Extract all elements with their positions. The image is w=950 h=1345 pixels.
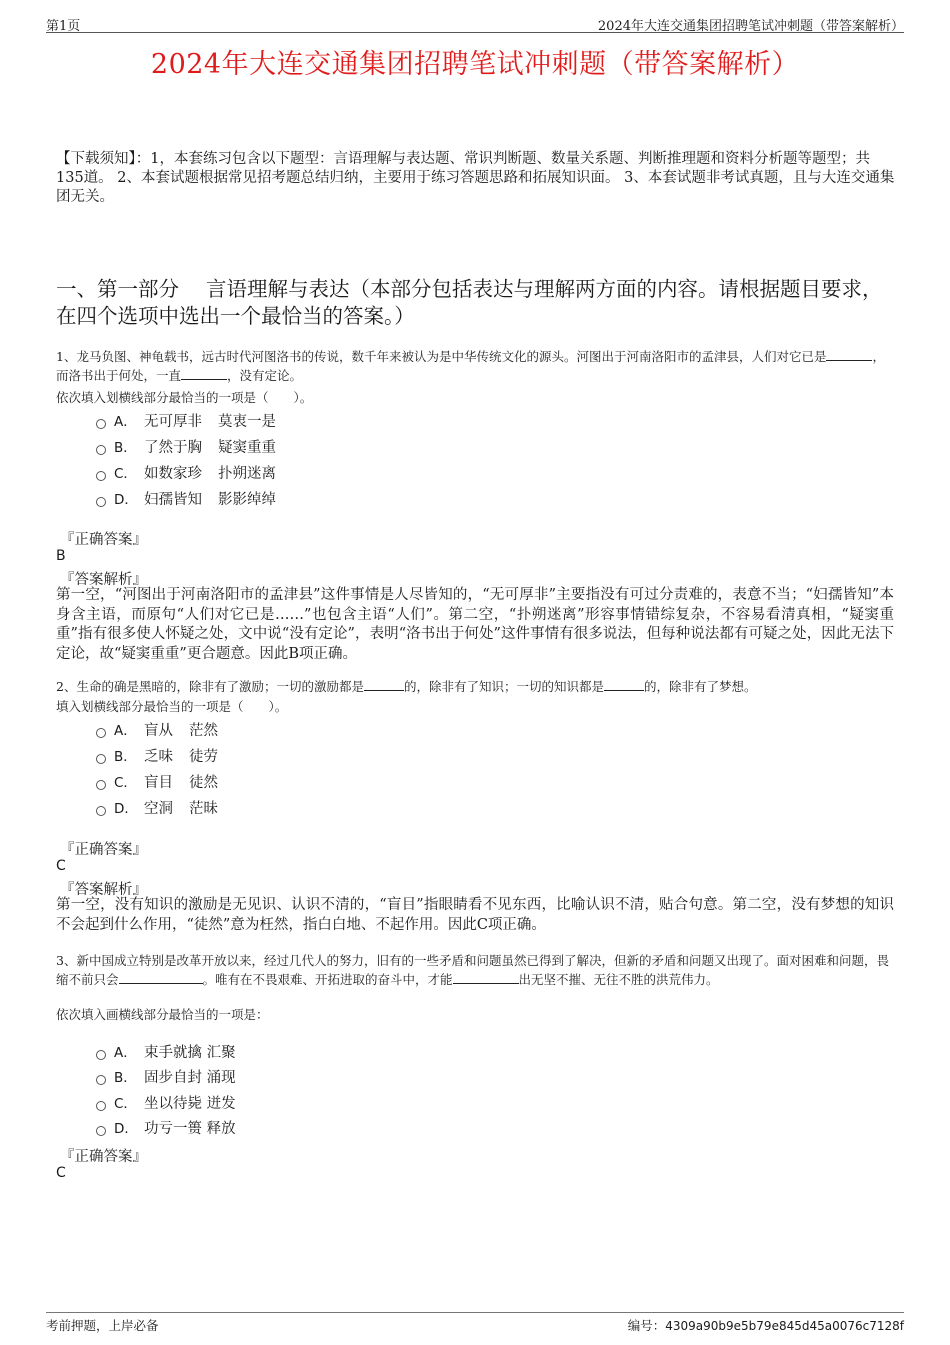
section-heading: 一、第一部分 言语理解与表达（本部分包括表达与理解两方面的内容。请根据题目要求，在四个选项中选出一个最恰当的答案。）: [56, 277, 883, 328]
question-2-instruction: 填入划横线部分最恰当的一项是（ ）。: [56, 699, 288, 714]
option-word-2: 扑朔迷离: [218, 466, 276, 482]
question-3-option-d[interactable]: [96, 1117, 236, 1137]
blank: [364, 678, 404, 691]
question-2-option-a[interactable]: [96, 719, 218, 739]
question-2-answer: C: [56, 858, 66, 874]
radio-icon[interactable]: [96, 728, 106, 738]
radio-icon[interactable]: [96, 445, 106, 455]
option-word-2: 影影绰绰: [218, 492, 276, 508]
option-letter: C．: [114, 1096, 137, 1112]
option-letter: B．: [114, 1070, 137, 1086]
question-1-answer: B: [56, 548, 66, 564]
blank: [826, 348, 872, 361]
option-word-1: 坐以待毙 迸发: [144, 1096, 236, 1112]
question-3-option-c[interactable]: [96, 1092, 236, 1112]
option-word-2: 徒然: [189, 775, 218, 791]
radio-icon[interactable]: [96, 754, 106, 764]
option-letter: A．: [114, 723, 137, 739]
option-letter: C．: [114, 775, 137, 791]
option-letter: C．: [114, 466, 137, 482]
question-3-option-a[interactable]: [96, 1041, 236, 1061]
radio-icon[interactable]: [96, 497, 106, 507]
radio-icon[interactable]: [96, 780, 106, 790]
option-word-2: 莫衷一是: [218, 414, 276, 430]
option-word-1: 如数家珍: [144, 466, 202, 482]
footer-divider: [46, 1312, 904, 1313]
option-word-1: 无可厚非: [144, 414, 202, 430]
question-2-option-b[interactable]: [96, 745, 218, 765]
question-2-text-b: 的，除非有了知识；一切的知识都是: [403, 679, 604, 694]
analysis-label: 『答案解析』: [60, 572, 147, 588]
radio-icon[interactable]: [96, 1101, 106, 1111]
option-word-1: 空洞: [144, 801, 173, 817]
footer-code-value: 4309a90b9e5b79e845d45a0076c7128f: [665, 1319, 904, 1333]
option-letter: A．: [114, 414, 137, 430]
question-3-answer: C: [56, 1165, 66, 1181]
question-3-option-b[interactable]: [96, 1066, 236, 1086]
option-word-1: 功亏一篑 释放: [144, 1121, 236, 1137]
question-1-option-d[interactable]: [96, 488, 276, 508]
option-word-1: 乏味: [144, 749, 173, 765]
radio-icon[interactable]: [96, 419, 106, 429]
blank: [181, 367, 227, 380]
correct-answer-label: 『正确答案』: [60, 1149, 147, 1165]
header-doc-title: 2024年大连交通集团招聘笔试冲刺题（带答案解析）: [597, 19, 904, 34]
radio-icon[interactable]: [96, 1126, 106, 1136]
option-word-1: 盲从: [144, 723, 173, 739]
option-letter: B．: [114, 749, 137, 765]
option-word-1: 盲目: [144, 775, 173, 791]
radio-icon[interactable]: [96, 806, 106, 816]
page-title: 2024年大连交通集团招聘笔试冲刺题（带答案解析）: [150, 49, 800, 80]
blank: [604, 678, 644, 691]
question-1-option-c[interactable]: [96, 462, 276, 482]
correct-answer-label: 『正确答案』: [60, 842, 147, 858]
question-2-explanation: 第一空，没有知识的激励是无见识、认识不清的，“盲目”指眼睛看不见东西，比喻认识不清，贴合句意。第二空，没有梦想的知识不会起到什么作用，“徒然”意为枉然，指白白地、不起作用。因此C项正确。: [56, 897, 894, 933]
page-header: [46, 12, 904, 33]
question-2-text-c: 的，除非有了梦想。: [643, 679, 757, 694]
question-3-text-a: 3、新中国成立特别是改革开放以来，经过几代人的努力，旧有的一些矛盾和问题虽然已得到了解决，但新的矛盾和问题又出现了。面对困难和问题，畏缩不前只会: [56, 953, 889, 987]
question-2-stem: [56, 677, 896, 696]
question-2-option-c[interactable]: [96, 771, 218, 791]
question-1-text-a: 1、龙马负图、神龟载书，远古时代河图洛书的传说，数千年来被认为是中华传统文化的源头。河图出于河南洛阳市的孟津县，人们对它已是: [56, 349, 827, 364]
option-word-2: 疑窦重重: [218, 440, 276, 456]
page-number: 第1页: [46, 19, 81, 34]
option-letter: D．: [114, 492, 138, 508]
question-1-explanation: 第一空，“河图出于河南洛阳市的孟津县”这件事情是人尽皆知的，“无可厚非”主要指没有可过分责难的，表意不当；“妇孺皆知”本身含主语，而原句“人们对它已是……”也包含主语“人们”。第二空，“扑朔迷离”形容事情错综复杂，不容易看清真相，“疑窦重重”指有很多使人怀疑之处，文中说“没有定论”，表明“洛书出于何处”这件事情有很多说法，但每种说法都有可疑之处，因此无法下定论，故“疑窦重重”更合题意。因此B项正确。: [56, 587, 894, 662]
question-2-text-a: 2、生命的确是黑暗的，除非有了激励；一切的激励都是: [56, 679, 364, 694]
option-word-1: 妇孺皆知: [144, 492, 202, 508]
question-3-text-b: 。唯有在不畏艰难、开拓进取的奋斗中，才能: [202, 972, 453, 987]
footer-slogan: 考前押题，上岸必备: [46, 1318, 159, 1333]
option-word-2: 茫然: [189, 723, 218, 739]
question-1-text-b: ，而洛书出于何处，一直: [56, 349, 885, 383]
question-3-instruction: 依次填入画横线部分最恰当的一项是：: [56, 1007, 269, 1022]
footer-code-label: 编号：: [627, 1318, 666, 1333]
option-word-1: 了然于胸: [144, 440, 202, 456]
option-letter: D．: [114, 801, 138, 817]
question-3-text-c: 出无坚不摧、无往不胜的洪荒伟力。: [518, 972, 719, 987]
option-word-2: 茫昧: [189, 801, 218, 817]
question-1-instruction: 依次填入划横线部分最恰当的一项是（ ）。: [56, 390, 313, 405]
download-notice: 【下载须知】：1，本套练习包含以下题型：言语理解与表达题、常识判断题、数量关系题、判断推理题和资料分析题等题型；共135道。 2、本套试题根据常见招考题总结归纳，主要用于练习答题思路和拓展知识面。 3、本套试题非考试真题，且与大连交通集团无关。: [56, 151, 895, 205]
radio-icon[interactable]: [96, 1075, 106, 1085]
option-word-1: 固步自封 涌现: [144, 1070, 236, 1086]
question-1-option-b[interactable]: [96, 436, 276, 456]
question-3-stem: [56, 951, 896, 989]
analysis-label: 『答案解析』: [60, 882, 147, 898]
blank: [453, 971, 519, 984]
radio-icon[interactable]: [96, 471, 106, 481]
option-word-1: 束手就擒 汇聚: [144, 1045, 236, 1061]
question-2-option-d[interactable]: [96, 797, 218, 817]
blank: [119, 971, 203, 984]
question-1-text-c: ，没有定论。: [227, 368, 303, 383]
radio-icon[interactable]: [96, 1050, 106, 1060]
option-letter: B．: [114, 440, 137, 456]
option-letter: A．: [114, 1045, 137, 1061]
footer-code: [628, 1316, 904, 1334]
question-1-stem: [56, 347, 896, 385]
question-1-option-a[interactable]: [96, 410, 276, 430]
option-letter: D．: [114, 1121, 138, 1137]
option-word-2: 徒劳: [189, 749, 218, 765]
correct-answer-label: 『正确答案』: [60, 532, 147, 548]
